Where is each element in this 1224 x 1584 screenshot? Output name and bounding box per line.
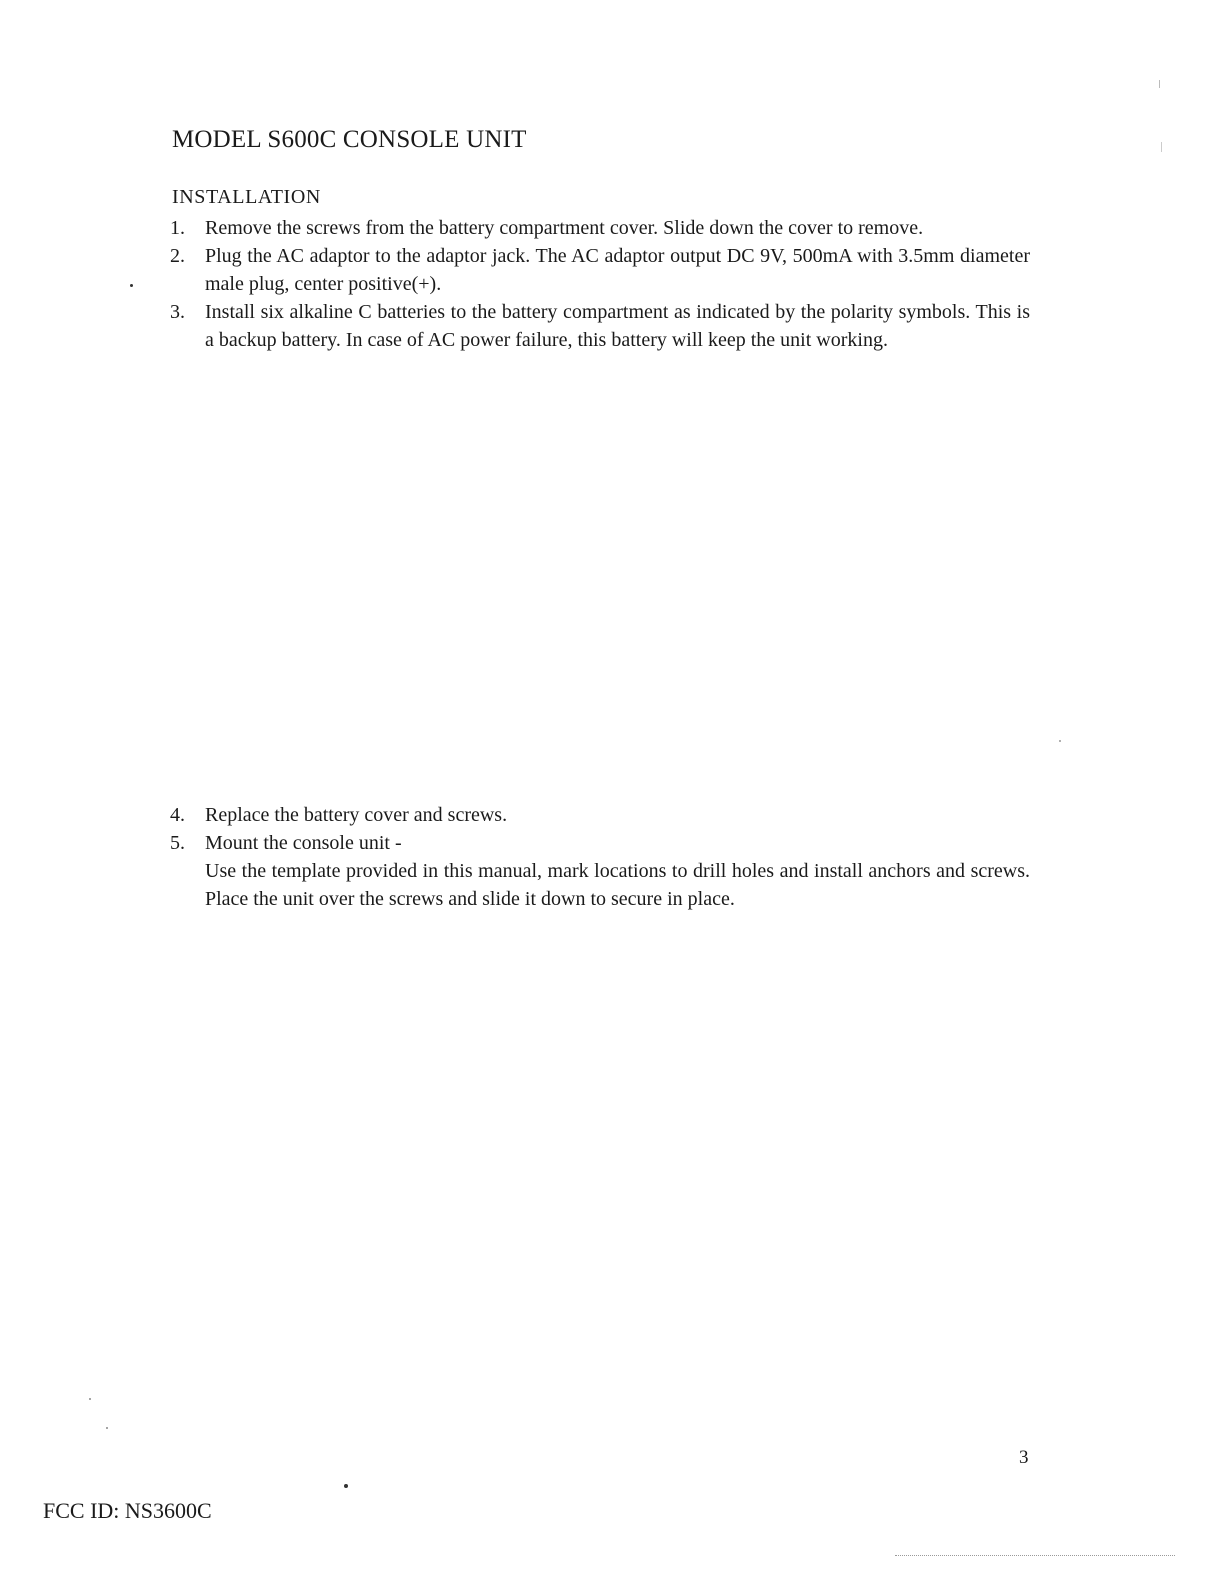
step-number: 5.	[170, 832, 185, 854]
scan-speck	[1159, 80, 1160, 88]
step-text: Remove the screws from the battery compartment cover. Slide down the cover to remove.	[205, 217, 924, 239]
scan-speck	[89, 1398, 91, 1400]
step-text: Mount the console unit -	[205, 832, 402, 854]
step-1	[168, 214, 1030, 242]
scan-speck	[1059, 740, 1061, 742]
step-text-continuation: Use the template provided in this manual, mark locations to drill holes and install anchors and screws. Place the unit over the screws and slide it down to secure in place.	[205, 860, 1030, 910]
step-3	[168, 298, 1030, 354]
section-heading-installation: INSTALLATION	[172, 186, 321, 208]
page-title: MODEL S600C CONSOLE UNIT	[172, 126, 527, 153]
step-number: 1.	[170, 217, 185, 239]
step-2	[168, 242, 1030, 298]
step-4	[168, 801, 1030, 829]
step-text: Plug the AC adaptor to the adaptor jack. The AC adaptor output DC 9V, 500mA with 3.5mm diameter male plug, center positive(+).	[205, 245, 1030, 295]
installation-steps-list	[168, 214, 1030, 354]
scan-edge-line	[895, 1555, 1175, 1556]
step-number: 2.	[170, 245, 185, 267]
installation-steps-list-continued	[168, 801, 1030, 913]
step-text: Install six alkaline C batteries to the battery compartment as indicated by the polarity symbols. This is a backup battery. In case of AC power failure, this battery will keep the unit working.	[205, 301, 1030, 351]
scan-speck	[106, 1427, 108, 1429]
step-number: 3.	[170, 301, 185, 323]
scan-speck	[344, 1484, 348, 1488]
step-5	[168, 829, 1030, 913]
scan-speck	[1161, 142, 1162, 152]
scan-speck	[130, 284, 133, 287]
fcc-id-footer: FCC ID: NS3600C	[43, 1498, 212, 1523]
step-number: 4.	[170, 804, 185, 826]
step-text: Replace the battery cover and screws.	[205, 804, 508, 826]
page-number: 3	[1019, 1447, 1029, 1468]
